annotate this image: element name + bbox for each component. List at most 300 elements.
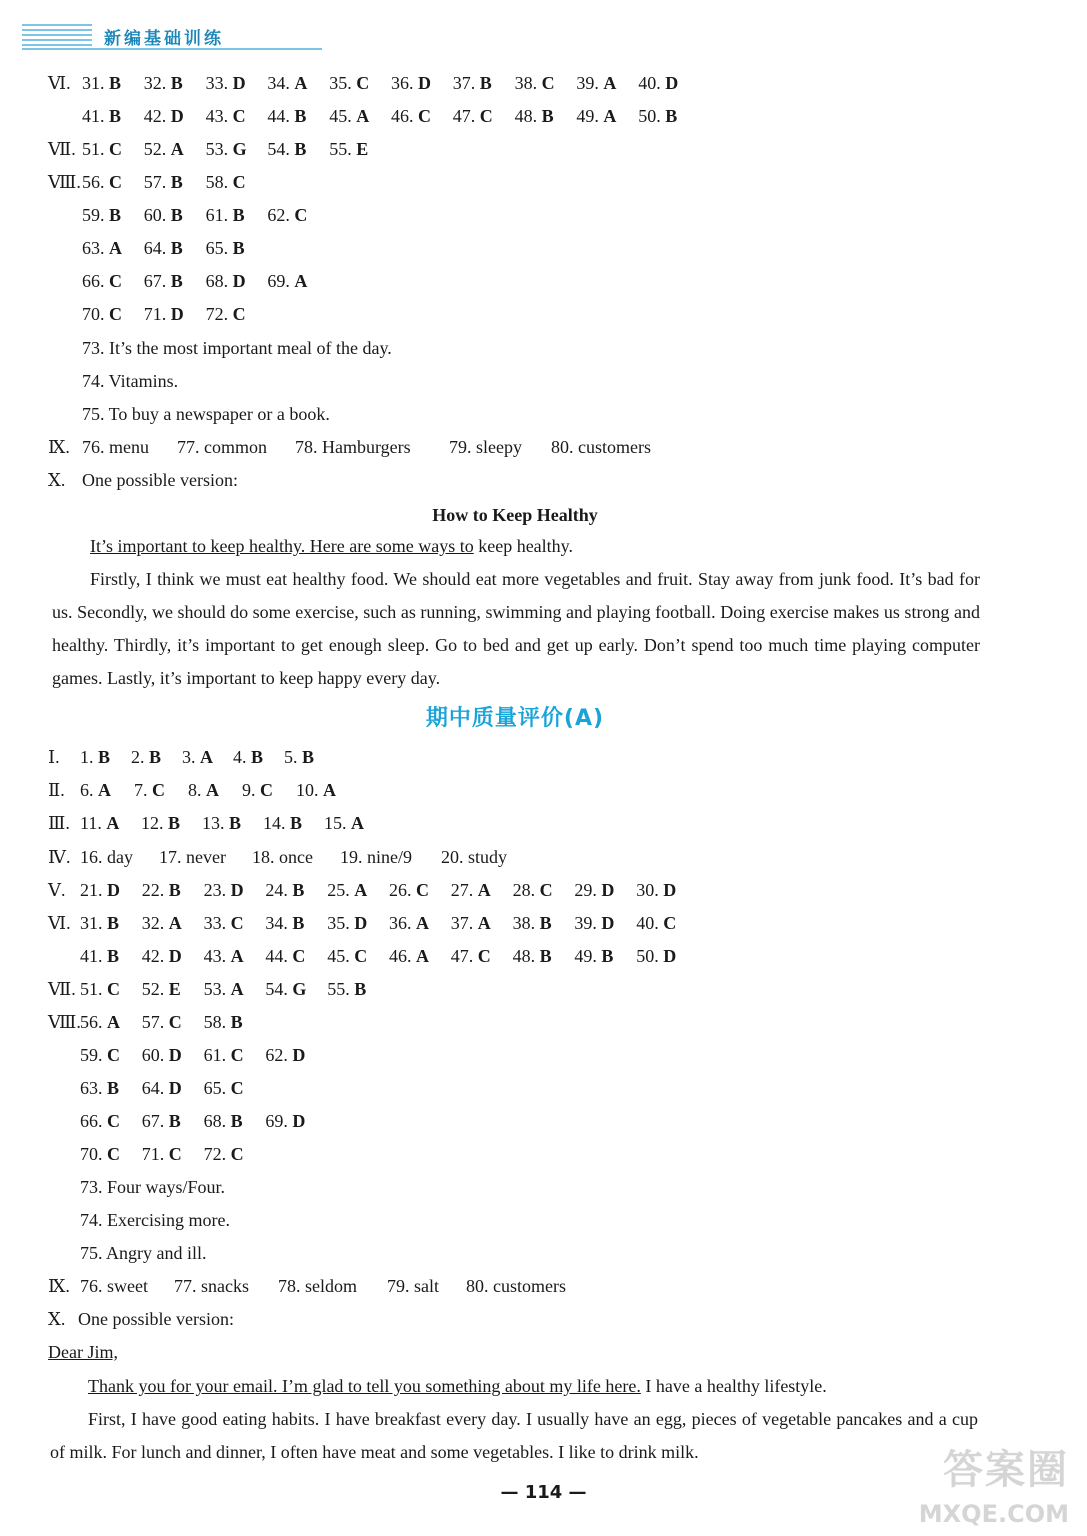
choice-answer bbox=[144, 101, 184, 131]
answer-letter: D bbox=[168, 1045, 182, 1065]
question-number: 3. bbox=[182, 747, 200, 767]
answer-text: 75. To buy a newspaper or a book. bbox=[82, 404, 330, 424]
question-number: 58. bbox=[205, 172, 233, 192]
choice-answer bbox=[204, 1106, 243, 1136]
answer-letter: B bbox=[541, 106, 554, 126]
choice-answer bbox=[82, 266, 122, 296]
answer-letter: A bbox=[107, 1012, 120, 1032]
question-number: 57. bbox=[141, 1012, 169, 1032]
section-numeral: Ⅰ. bbox=[48, 747, 60, 767]
word-answer: 80. customers bbox=[466, 1276, 566, 1296]
choice-answer bbox=[80, 1007, 120, 1037]
answer-letter: D bbox=[230, 880, 244, 900]
choice-answer bbox=[142, 1040, 182, 1070]
choice-answer bbox=[144, 266, 183, 296]
question-number: 68. bbox=[203, 1111, 231, 1131]
answer-letter: B bbox=[290, 813, 303, 833]
choice-answer bbox=[265, 974, 306, 1004]
word-answer: 76. sweet bbox=[80, 1276, 148, 1296]
answer-letter: A bbox=[106, 813, 120, 833]
choice-answer bbox=[267, 266, 307, 296]
choice-answer bbox=[391, 68, 431, 98]
answer-letter: B bbox=[168, 880, 181, 900]
choice-answer bbox=[267, 68, 307, 98]
choice-answer bbox=[206, 266, 246, 296]
choice-answer bbox=[142, 941, 182, 971]
question-number: 64. bbox=[141, 1078, 169, 1098]
question-number: 23. bbox=[203, 880, 231, 900]
choice-answer bbox=[515, 101, 554, 131]
answer-letter: B bbox=[601, 946, 614, 966]
choice-answer bbox=[80, 1139, 120, 1169]
choice-answer bbox=[638, 101, 677, 131]
choice-answer bbox=[636, 908, 676, 938]
question-number: 53. bbox=[203, 979, 231, 999]
question-number: 12. bbox=[141, 813, 168, 833]
choice-answer bbox=[206, 233, 245, 263]
answer-letter: A bbox=[168, 913, 182, 933]
question-number: 5. bbox=[284, 747, 302, 767]
answer-letter: B bbox=[354, 979, 367, 999]
question-number: 2. bbox=[131, 747, 149, 767]
choice-answer bbox=[391, 101, 431, 131]
section-numeral: Ⅳ. bbox=[48, 847, 71, 867]
choice-answer bbox=[389, 908, 429, 938]
answer-letter: C bbox=[232, 106, 246, 126]
choice-answer bbox=[451, 941, 491, 971]
answer-letter: C bbox=[109, 271, 122, 291]
choice-answer bbox=[265, 941, 305, 971]
writing-intro: One possible version: bbox=[82, 470, 238, 490]
choice-answer bbox=[206, 299, 246, 329]
section-numeral: Ⅸ. bbox=[48, 1276, 70, 1296]
writing-intro: One possible version: bbox=[78, 1309, 234, 1329]
choice-answer bbox=[324, 808, 364, 838]
question-number: 45. bbox=[329, 106, 357, 126]
question-number: 35. bbox=[327, 913, 355, 933]
question-number: 1. bbox=[80, 747, 98, 767]
choice-answer bbox=[142, 908, 182, 938]
question-number: 38. bbox=[512, 913, 540, 933]
answer-letter: B bbox=[170, 205, 183, 225]
answer-letter: D bbox=[601, 880, 615, 900]
choice-answer bbox=[329, 101, 369, 131]
answer-letter: D bbox=[292, 1045, 306, 1065]
section-numeral: Ⅸ. bbox=[48, 437, 70, 457]
question-number: 13. bbox=[202, 813, 229, 833]
choice-answer bbox=[265, 875, 304, 905]
choice-answer bbox=[82, 68, 121, 98]
word-answer: 76. menu bbox=[82, 437, 149, 457]
question-number: 9. bbox=[242, 780, 260, 800]
answer-letter: C bbox=[152, 780, 165, 800]
answer-letter: C bbox=[292, 946, 306, 966]
choice-answer bbox=[80, 1106, 120, 1136]
answer-letter: A bbox=[603, 106, 617, 126]
section-numeral: Ⅹ. bbox=[48, 470, 66, 490]
choice-answer bbox=[329, 68, 369, 98]
question-number: 55. bbox=[329, 139, 357, 159]
question-number: 67. bbox=[143, 271, 171, 291]
choice-answer bbox=[206, 167, 246, 197]
choice-answer bbox=[206, 134, 247, 164]
section-numeral: Ⅲ. bbox=[48, 813, 70, 833]
section-numeral: Ⅶ. bbox=[48, 979, 76, 999]
choice-answer bbox=[204, 1007, 243, 1037]
answer-letter: C bbox=[416, 880, 429, 900]
choice-answer bbox=[82, 299, 122, 329]
question-number: 50. bbox=[636, 946, 664, 966]
answer-letter: B bbox=[232, 205, 245, 225]
page-header bbox=[0, 0, 1087, 60]
question-number: 63. bbox=[82, 238, 109, 258]
question-number: 14. bbox=[263, 813, 290, 833]
answer-letter: B bbox=[294, 106, 307, 126]
question-number: 33. bbox=[205, 73, 233, 93]
answer-letter: C bbox=[539, 880, 553, 900]
question-number: 4. bbox=[233, 747, 251, 767]
section-numeral: Ⅷ. bbox=[48, 1012, 81, 1032]
word-answer: 77. snacks bbox=[174, 1276, 249, 1296]
question-number: 44. bbox=[265, 946, 293, 966]
question-number: 34. bbox=[267, 73, 295, 93]
question-number: 72. bbox=[203, 1144, 231, 1164]
answer-letter: C bbox=[107, 1144, 120, 1164]
choice-answer bbox=[82, 233, 122, 263]
answer-text: 74. Vitamins. bbox=[82, 371, 179, 391]
choice-answer bbox=[144, 200, 183, 230]
question-number: 61. bbox=[203, 1045, 231, 1065]
question-number: 49. bbox=[574, 946, 602, 966]
choice-answer bbox=[82, 200, 121, 230]
question-number: 11. bbox=[80, 813, 107, 833]
question-number: 59. bbox=[82, 205, 109, 225]
answer-letter: D bbox=[663, 880, 677, 900]
question-number: 21. bbox=[80, 880, 107, 900]
answer-letter: C bbox=[477, 946, 491, 966]
choice-answer bbox=[329, 134, 368, 164]
word-answer: 79. salt bbox=[387, 1276, 439, 1296]
choice-answer bbox=[265, 1040, 305, 1070]
question-number: 43. bbox=[203, 946, 231, 966]
answer-letter: B bbox=[302, 747, 315, 767]
answer-letter: B bbox=[232, 238, 245, 258]
choice-answer bbox=[204, 974, 244, 1004]
question-number: 72. bbox=[205, 304, 233, 324]
question-number: 46. bbox=[389, 946, 416, 966]
question-number: 62. bbox=[265, 1045, 293, 1065]
watermark-url: MXQE.COM bbox=[918, 1500, 1069, 1528]
answer-text: 75. Angry and ill. bbox=[80, 1243, 207, 1263]
answer-letter: G bbox=[232, 139, 247, 159]
question-number: 65. bbox=[203, 1078, 231, 1098]
question-number: 42. bbox=[143, 106, 171, 126]
choice-answer bbox=[451, 908, 491, 938]
question-number: 39. bbox=[576, 73, 604, 93]
answer-letter: D bbox=[663, 946, 677, 966]
answer-letter: C bbox=[479, 106, 493, 126]
question-number: 30. bbox=[636, 880, 664, 900]
choice-answer bbox=[141, 808, 180, 838]
answer-letter: B bbox=[168, 1111, 181, 1131]
question-number: 42. bbox=[141, 946, 169, 966]
choice-answer bbox=[576, 68, 616, 98]
word-answer: 80. customers bbox=[551, 437, 651, 457]
answer-letter: B bbox=[107, 946, 120, 966]
word-answer: 20. study bbox=[441, 847, 508, 867]
question-number: 48. bbox=[514, 106, 542, 126]
question-number: 7. bbox=[134, 780, 152, 800]
choice-answer bbox=[513, 941, 552, 971]
question-number: 31. bbox=[82, 73, 109, 93]
choice-answer bbox=[144, 299, 184, 329]
section-numeral: Ⅱ. bbox=[48, 780, 65, 800]
answer-letter: C bbox=[109, 172, 122, 192]
question-number: 60. bbox=[141, 1045, 169, 1065]
section-numeral: Ⅶ. bbox=[48, 139, 76, 159]
underlined-sentence: It’s important to keep healthy. Here are some ways to bbox=[90, 536, 474, 556]
question-number: 70. bbox=[80, 1144, 107, 1164]
choice-answer bbox=[263, 808, 302, 838]
word-answer: 79. sleepy bbox=[449, 437, 522, 457]
word-answer: 18. once bbox=[252, 847, 313, 867]
answer-letter: C bbox=[230, 1144, 244, 1164]
answer-letter: A bbox=[416, 913, 429, 933]
answer-letter: C bbox=[107, 979, 120, 999]
answer-letter: C bbox=[354, 946, 368, 966]
choice-answer bbox=[80, 775, 111, 805]
choice-answer bbox=[188, 775, 219, 805]
choice-answer bbox=[453, 68, 492, 98]
choice-answer bbox=[513, 875, 553, 905]
letter-paragraph: Thank you for your email. I’m glad to tell you something about my life here. I have a healthy lifestyle. bbox=[88, 1376, 827, 1396]
choice-answer bbox=[131, 742, 161, 772]
choice-answer bbox=[327, 908, 367, 938]
choice-answer bbox=[267, 200, 307, 230]
choice-answer bbox=[451, 875, 491, 905]
question-number: 36. bbox=[389, 913, 416, 933]
letter-greeting: Dear Jim, bbox=[48, 1342, 118, 1362]
question-number: 6. bbox=[80, 780, 98, 800]
question-number: 69. bbox=[267, 271, 295, 291]
question-number: 22. bbox=[141, 880, 169, 900]
choice-answer bbox=[636, 941, 676, 971]
question-number: 68. bbox=[205, 271, 233, 291]
choice-answer bbox=[574, 908, 614, 938]
header-title: 新编基础训练 bbox=[104, 29, 224, 49]
choice-answer bbox=[204, 1073, 244, 1103]
section-numeral: Ⅵ. bbox=[48, 913, 71, 933]
answer-letter: A bbox=[477, 913, 491, 933]
question-number: 44. bbox=[267, 106, 295, 126]
answer-letter: C bbox=[418, 106, 431, 126]
answer-letter: C bbox=[541, 73, 555, 93]
essay-body: Firstly, I think we must eat healthy food. We should eat more vegetables and fruit. Stay away from junk food. It’s bad for us. Secondly, we should do some exercise, such as running, swimming and playing football. Doing exercise makes us strong and healthy. Thirdly, it’s important to get enough sleep. Go to bed and get up early. Don’t spend too much time playing computer games. Lastly, it’s important to keep happy every day. bbox=[52, 569, 980, 688]
choice-answer bbox=[204, 875, 244, 905]
answer-letter: C bbox=[260, 780, 273, 800]
question-number: 71. bbox=[141, 1144, 169, 1164]
choice-answer bbox=[574, 875, 614, 905]
choice-answer bbox=[142, 1073, 182, 1103]
answer-letter: B bbox=[539, 946, 552, 966]
question-number: 52. bbox=[143, 139, 171, 159]
answer-letter: C bbox=[230, 913, 244, 933]
answer-letter: D bbox=[168, 1078, 182, 1098]
answer-letter: B bbox=[107, 913, 120, 933]
choice-answer bbox=[144, 233, 183, 263]
answer-letter: C bbox=[294, 205, 308, 225]
choice-answer bbox=[453, 101, 493, 131]
page-number: — 114 — bbox=[500, 1482, 587, 1503]
question-number: 47. bbox=[450, 946, 478, 966]
choice-answer bbox=[80, 1073, 119, 1103]
answer-letter: B bbox=[170, 172, 183, 192]
choice-answer bbox=[144, 134, 184, 164]
answer-letter: C bbox=[663, 913, 677, 933]
question-number: 32. bbox=[143, 73, 171, 93]
word-answer: 78. Hamburgers bbox=[295, 437, 411, 457]
answer-letter: A bbox=[294, 73, 308, 93]
choice-answer bbox=[389, 941, 429, 971]
answer-letter: B bbox=[168, 813, 181, 833]
essay-title: How to Keep Healthy bbox=[432, 505, 598, 525]
letter-paragraph: First, I have good eating habits. I have breakfast every day. I usually have an egg, pieces of vegetable pancakes and a cup of milk. For lunch and dinner, I often have meat and some vegetables. I like to drink milk. bbox=[50, 1409, 978, 1462]
question-number: 64. bbox=[143, 238, 171, 258]
choice-answer bbox=[204, 1139, 244, 1169]
word-answer: 17. never bbox=[159, 847, 226, 867]
question-number: 40. bbox=[638, 73, 666, 93]
answer-letter: C bbox=[232, 172, 246, 192]
answer-letter: D bbox=[107, 880, 120, 900]
question-number: 45. bbox=[327, 946, 355, 966]
answer-letter: E bbox=[168, 979, 181, 999]
answer-letter: A bbox=[354, 880, 368, 900]
choice-answer bbox=[296, 775, 336, 805]
question-number: 69. bbox=[265, 1111, 293, 1131]
question-number: 25. bbox=[327, 880, 355, 900]
answer-letter: A bbox=[109, 238, 122, 258]
question-number: 54. bbox=[267, 139, 295, 159]
question-number: 40. bbox=[636, 913, 664, 933]
answer-letter: B bbox=[292, 913, 305, 933]
question-number: 52. bbox=[141, 979, 169, 999]
answer-letter: D bbox=[232, 73, 246, 93]
question-number: 10. bbox=[296, 780, 323, 800]
answer-letter: C bbox=[109, 139, 122, 159]
choice-answer bbox=[82, 134, 122, 164]
question-number: 26. bbox=[389, 880, 416, 900]
question-number: 51. bbox=[80, 979, 107, 999]
answer-letter: B bbox=[170, 238, 183, 258]
watermark-text: 答案圈 bbox=[943, 1447, 1069, 1493]
answer-letter: C bbox=[230, 1045, 244, 1065]
answer-letter: B bbox=[479, 73, 492, 93]
answer-letter: D bbox=[665, 73, 679, 93]
answer-letter: B bbox=[170, 271, 183, 291]
section-numeral: Ⅹ. bbox=[48, 1309, 66, 1329]
answer-letter: B bbox=[109, 73, 122, 93]
question-number: 51. bbox=[82, 139, 109, 159]
choice-answer bbox=[204, 941, 244, 971]
choice-answer bbox=[389, 875, 429, 905]
choice-answer bbox=[206, 68, 246, 98]
question-number: 37. bbox=[452, 73, 480, 93]
header-stripes-decoration bbox=[22, 24, 92, 50]
question-number: 39. bbox=[574, 913, 602, 933]
choice-answer bbox=[327, 941, 367, 971]
choice-answer bbox=[267, 101, 306, 131]
answer-letter: A bbox=[170, 139, 184, 159]
question-number: 67. bbox=[141, 1111, 169, 1131]
answer-letter: B bbox=[109, 106, 122, 126]
answer-letter: A bbox=[477, 880, 491, 900]
choice-answer bbox=[82, 101, 121, 131]
question-number: 56. bbox=[82, 172, 109, 192]
answer-text: 73. Four ways/Four. bbox=[80, 1177, 226, 1197]
question-number: 49. bbox=[576, 106, 604, 126]
word-answer: 19. nine/9 bbox=[340, 847, 412, 867]
question-number: 36. bbox=[391, 73, 418, 93]
choice-answer bbox=[204, 908, 244, 938]
answer-letter: C bbox=[232, 304, 246, 324]
choice-answer bbox=[242, 775, 273, 805]
choice-answer bbox=[144, 68, 183, 98]
choice-answer bbox=[574, 941, 613, 971]
word-answer: 77. common bbox=[177, 437, 267, 457]
answer-letter: D bbox=[418, 73, 431, 93]
answer-letter: D bbox=[601, 913, 615, 933]
answer-letter: B bbox=[230, 1012, 243, 1032]
choice-answer bbox=[636, 875, 676, 905]
choice-answer bbox=[327, 974, 366, 1004]
answer-letter: D bbox=[170, 106, 184, 126]
question-number: 47. bbox=[452, 106, 480, 126]
answer-letter: B bbox=[109, 205, 122, 225]
question-number: 34. bbox=[265, 913, 293, 933]
choice-answer bbox=[284, 742, 314, 772]
choice-answer bbox=[204, 1040, 244, 1070]
answer-letter: C bbox=[230, 1078, 244, 1098]
word-answer: 78. seldom bbox=[278, 1276, 357, 1296]
answer-letter: D bbox=[232, 271, 246, 291]
answer-letter: A bbox=[416, 946, 429, 966]
choice-answer bbox=[80, 808, 119, 838]
question-number: 71. bbox=[143, 304, 171, 324]
answer-letter: A bbox=[230, 946, 244, 966]
choice-answer bbox=[206, 101, 246, 131]
question-number: 41. bbox=[80, 946, 107, 966]
section-numeral: Ⅴ. bbox=[48, 880, 66, 900]
answer-text: 73. It’s the most important meal of the day. bbox=[82, 338, 392, 358]
answer-letter: B bbox=[665, 106, 678, 126]
question-number: 53. bbox=[205, 139, 233, 159]
answer-letter: A bbox=[603, 73, 617, 93]
choice-answer bbox=[233, 742, 263, 772]
choice-answer bbox=[80, 742, 110, 772]
question-number: 27. bbox=[450, 880, 478, 900]
question-number: 43. bbox=[205, 106, 233, 126]
answer-letter: C bbox=[168, 1012, 182, 1032]
question-number: 60. bbox=[143, 205, 171, 225]
answer-letter: C bbox=[107, 1111, 120, 1131]
answer-letter: A bbox=[294, 271, 308, 291]
question-number: 38. bbox=[514, 73, 542, 93]
question-number: 66. bbox=[80, 1111, 107, 1131]
answer-letter: A bbox=[323, 780, 336, 800]
answer-letter: B bbox=[292, 880, 305, 900]
question-number: 66. bbox=[82, 271, 109, 291]
question-number: 54. bbox=[265, 979, 293, 999]
